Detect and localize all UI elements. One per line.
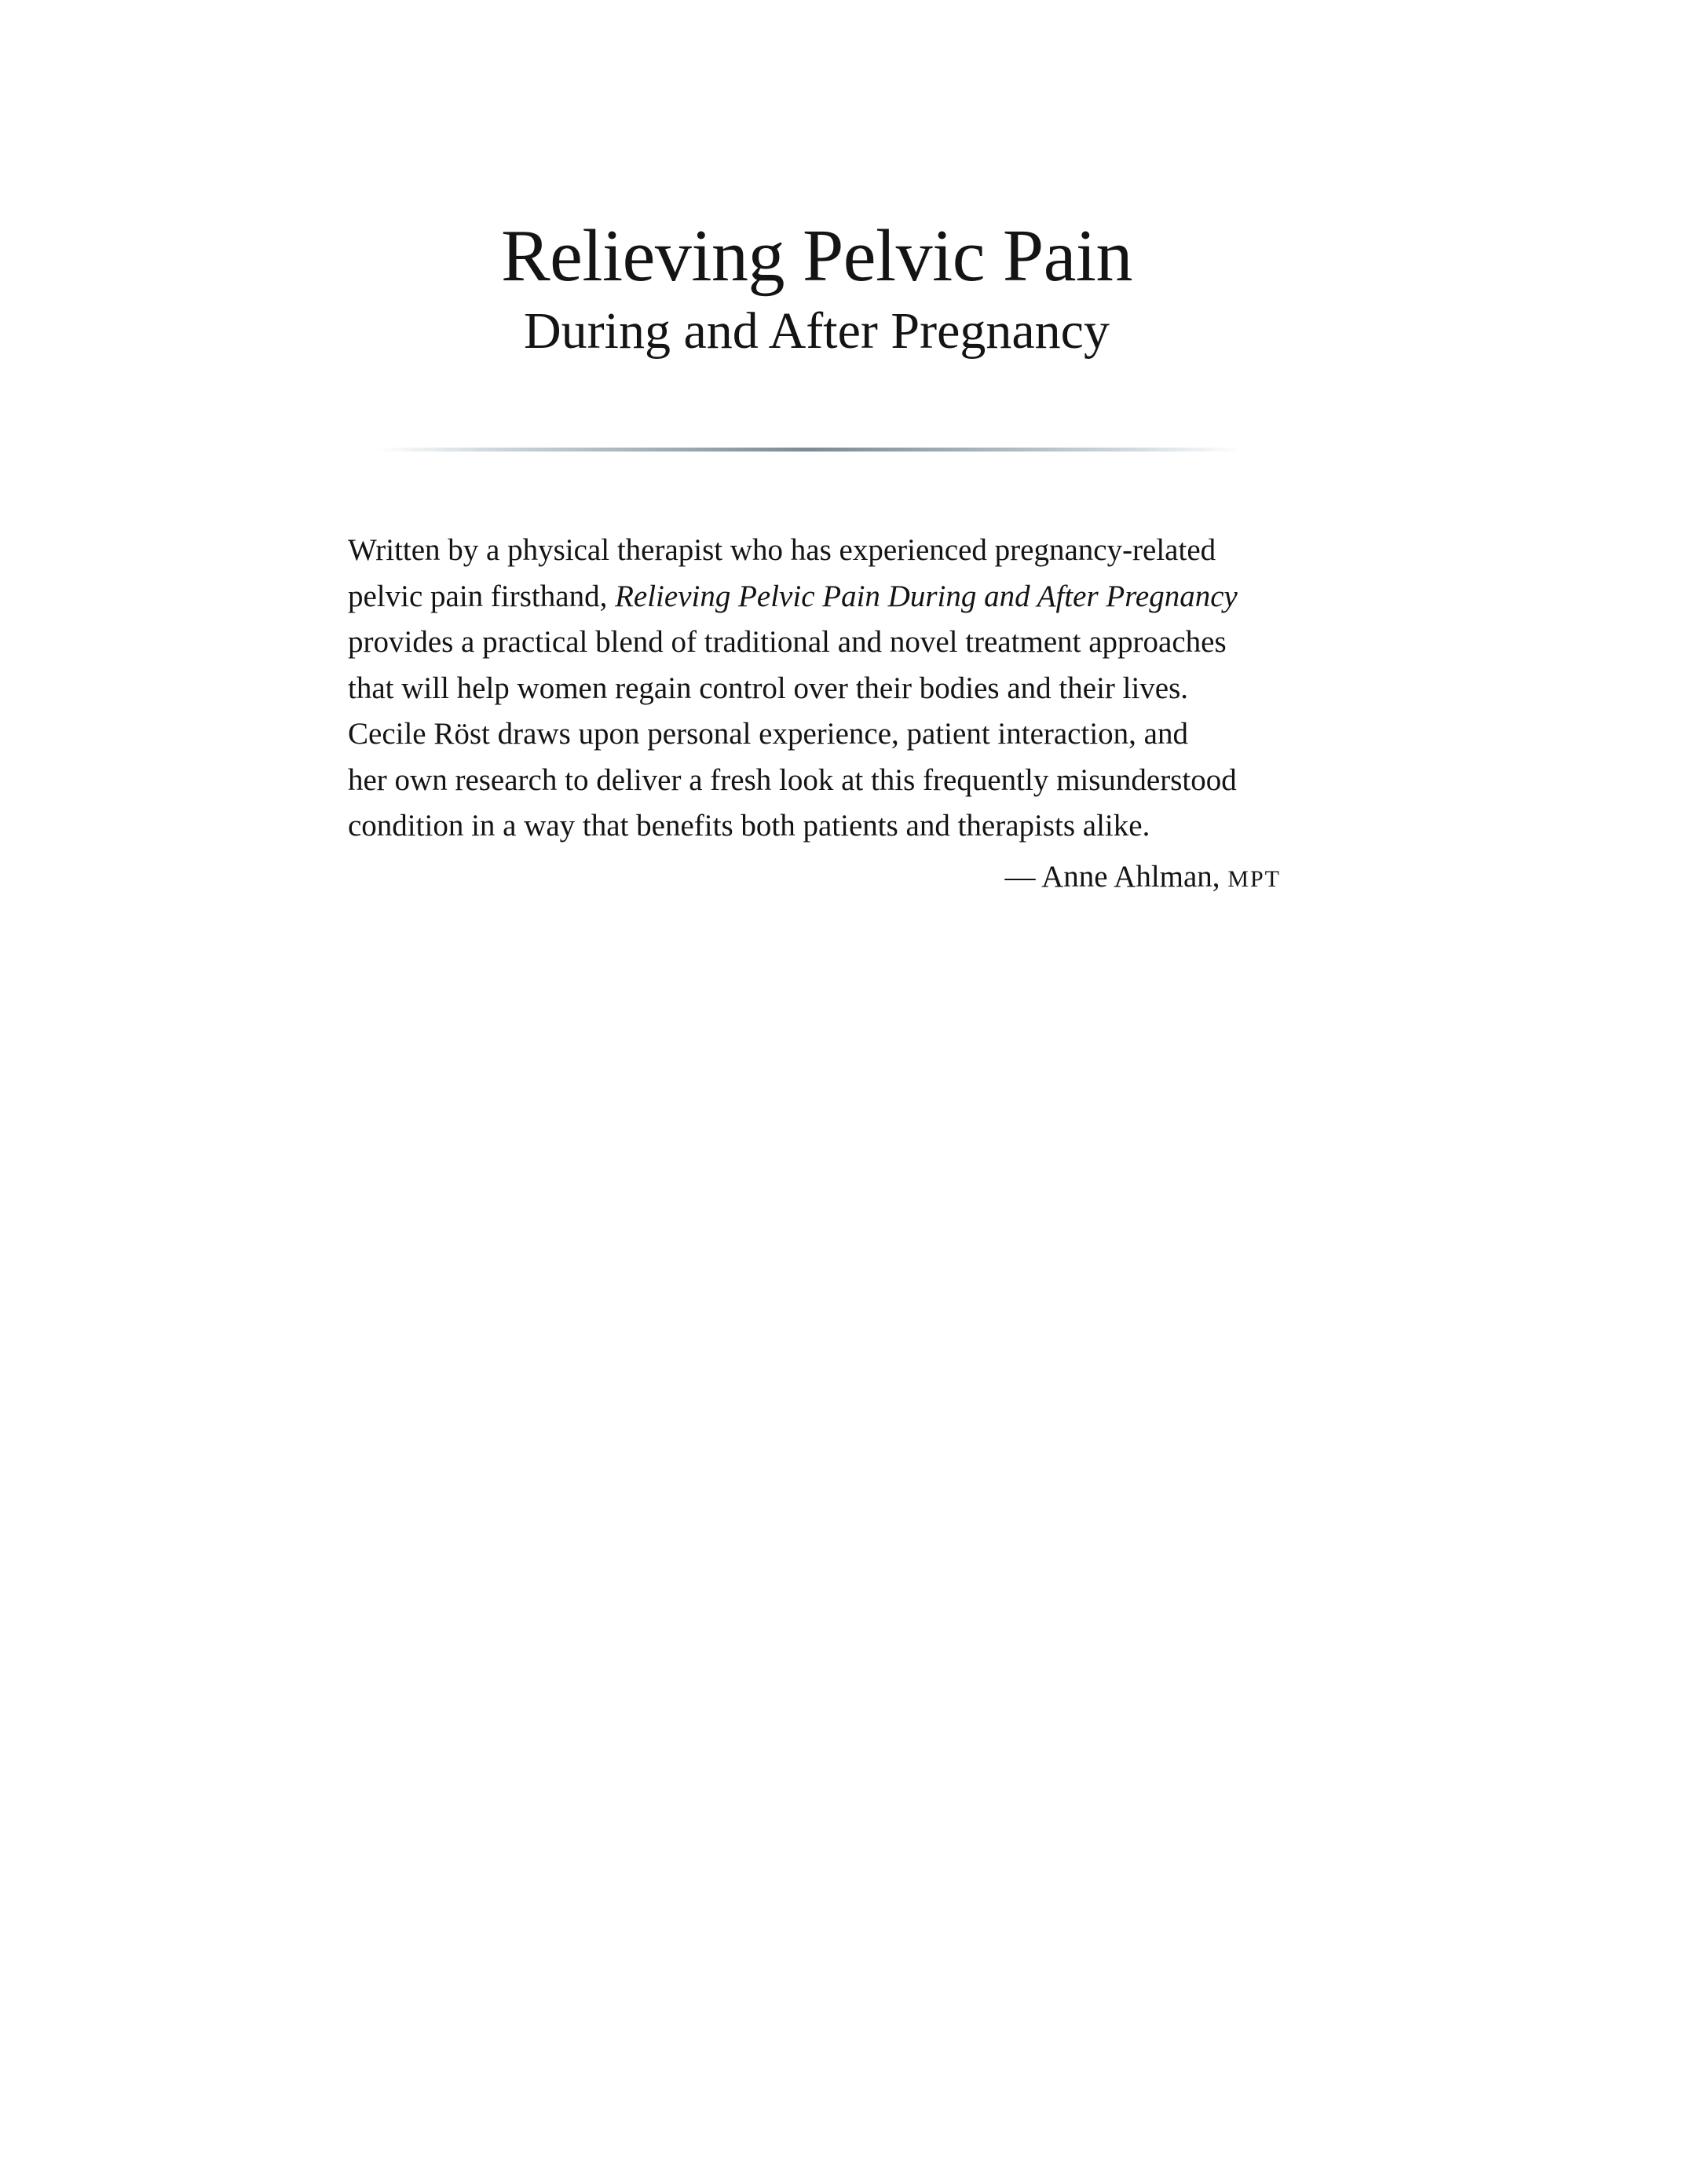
decorative-divider (377, 448, 1241, 452)
blurb-line (348, 574, 1322, 620)
blurb-line: Written by a physical therapist who has experienced pregnancy-related (348, 533, 1216, 567)
blurb-line: provides a practical blend of traditional and novel treatment approaches (348, 625, 1227, 659)
blurb-line: condition in a way that benefits both patients and therapists alike. (348, 809, 1150, 843)
title-block (0, 216, 1633, 363)
endorsement-blurb (348, 528, 1322, 902)
blurb-text: pelvic pain firsthand, (348, 579, 616, 613)
blurb-line: that will help women regain control over their bodies and their lives. (348, 671, 1189, 705)
attribution-name: — Anne Ahlman, (1004, 859, 1228, 894)
blurb-line: her own research to deliver a fresh look at this frequently misunderstood (348, 762, 1237, 797)
book-subtitle: During and After Pregnancy (524, 302, 1110, 360)
book-title-italic: Relieving Pelvic Pain During and After Pregnancy (615, 579, 1238, 613)
book-title: Relieving Pelvic Pain (500, 215, 1133, 297)
attribution-credential: MPT (1227, 865, 1281, 892)
blurb-line: Cecile Röst draws upon personal experience, patient interaction, and (348, 717, 1188, 751)
attribution (348, 854, 1322, 903)
